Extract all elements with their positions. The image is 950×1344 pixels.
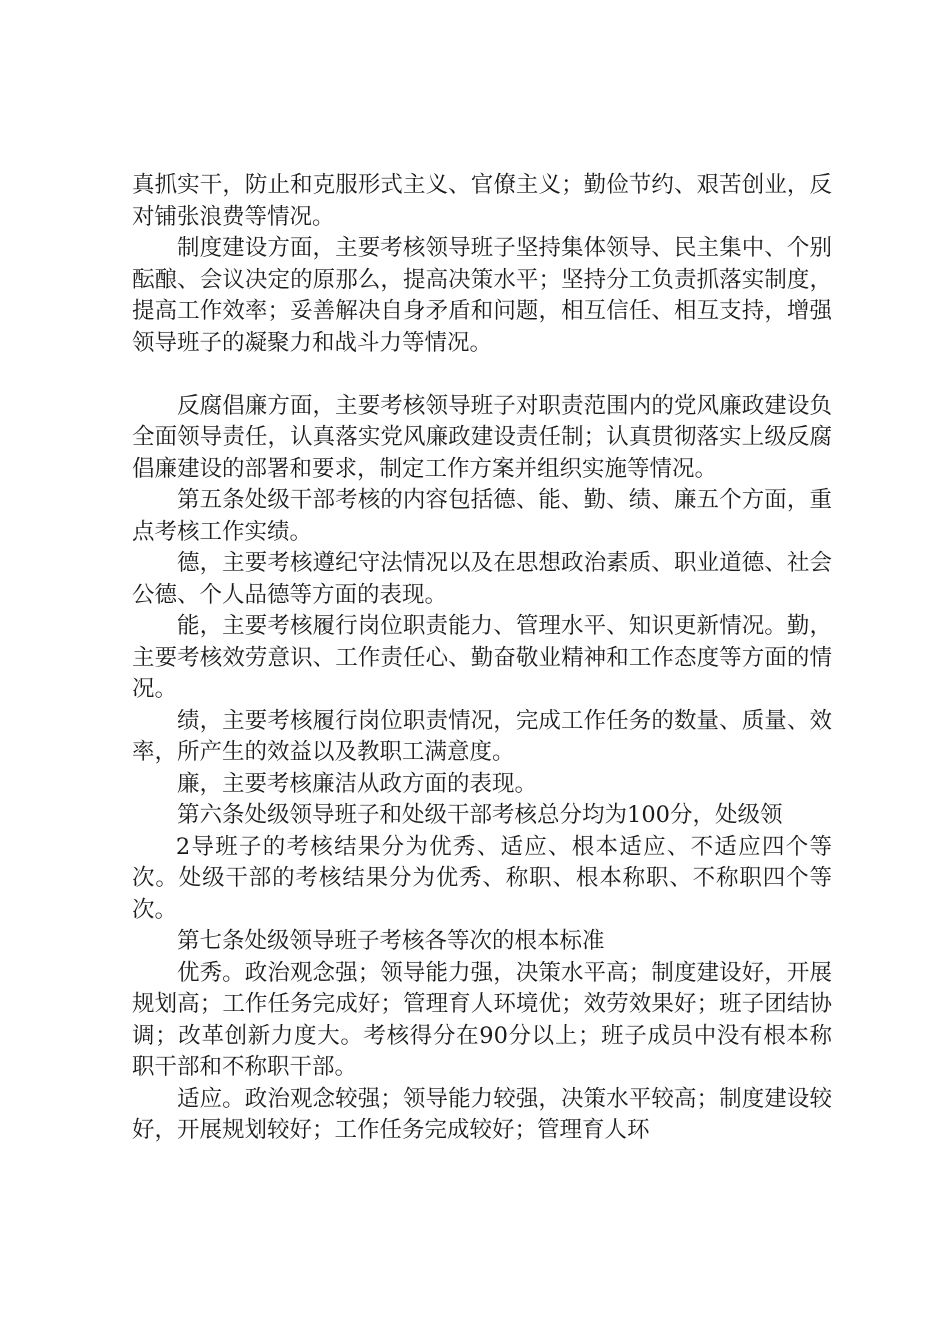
paragraph-5: 德，主要考核遵纪守法情况以及在思想政治素质、职业道德、社会公德、个人品德等方面的表现。 [132,550,832,608]
paragraph-2: 制度建设方面，主要考核领导班子坚持集体领导、民主集中、个别酝酿、会议决定的原那么，提高决策水平；坚持分工负责抓落实制度，提高工作效率；妥善解决自身矛盾和问题，相互信任、相互支持，增强领导班子的凝聚力和战斗力等情况。 [132,235,832,356]
paragraph-9: 第六条处级领导班子和处级干部考核总分均为100分，处级领 [177,802,783,828]
paragraph-spacer [132,359,832,391]
paragraph-7: 绩，主要考核履行岗位职责情况，完成工作任务的数量、质量、效率，所产生的效益以及教职工满意度。 [132,707,832,765]
paragraph-13: 适应。政治观念较强；领导能力较强，决策水平较高；制度建设较好，开展规划较好；工作任务完成较好；管理育人环 [132,1085,832,1143]
paragraph-11: 第七条处级领导班子考核各等次的根本标准 [177,928,605,954]
paragraph-12: 优秀。政治观念强；领导能力强，决策水平高；制度建设好，开展规划高；工作任务完成好；管理育人环境优；效劳效果好；班子团结协调；改革创新力度大。考核得分在90分以上；班子成员中没有根本称职干部和不称职干部。 [132,959,832,1080]
paragraph-3: 反腐倡廉方面，主要考核领导班子对职责范围内的党风廉政建设负全面领导责任，认真落实党风廉政建设责任制；认真贯彻落实上级反腐倡廉建设的部署和要求，制定工作方案并组织实施等情况。 [132,392,832,482]
paragraph-10: 2导班子的考核结果分为优秀、适应、根本适应、不适应四个等次。处级干部的考核结果分为优秀、称职、根本称职、不称职四个等次。 [132,833,832,923]
paragraph-1: 真抓实干，防止和克服形式主义、官僚主义；勤俭节约、艰苦创业，反对铺张浪费等情况。 [132,172,832,230]
paragraph-8: 廉，主要考核廉洁从政方面的表现。 [177,770,538,797]
document-page [132,170,832,1147]
paragraph-6: 能，主要考核履行岗位职责能力、管理水平、知识更新情况。勤，主要考核效劳意识、工作责任心、勤奋敬业精神和工作态度等方面的情况。 [132,613,832,702]
paragraph-4: 第五条处级干部考核的内容包括德、能、勤、绩、廉五个方面，重点考核工作实绩。 [132,487,832,545]
